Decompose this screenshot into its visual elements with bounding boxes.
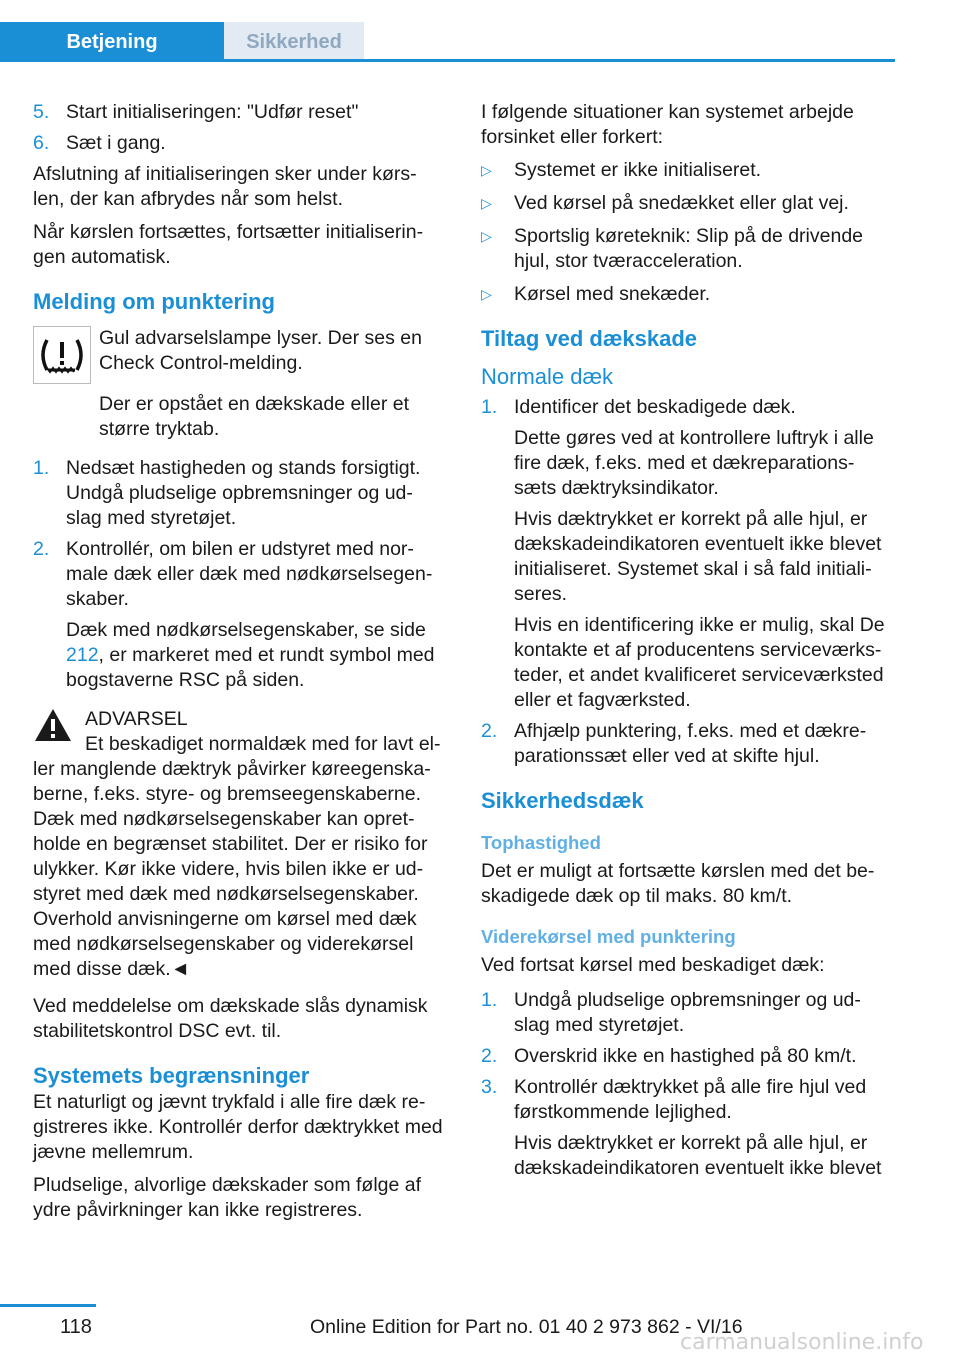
left-column — [33, 100, 443, 1231]
list-item — [33, 131, 443, 156]
step-number: 1. — [33, 457, 50, 479]
list-item — [481, 191, 895, 216]
step-number: 1. — [481, 396, 498, 418]
minor-heading: Viderekørsel med punktering — [481, 926, 736, 947]
subsection-heading: Sikkerhedsdæk — [481, 788, 644, 813]
step-note: Hvis en identificering ikke er mulig, skal De kontakte et af producentens serviceværks-teder, et andet kvalificeret serviceværksted eller et fagværksted. — [514, 614, 885, 711]
minor-heading: Tophastighed — [481, 832, 601, 853]
list-item — [481, 224, 895, 274]
paragraph: Afslutning af initialiseringen sker under kørs-len, der kan afbrydes når som helst. — [33, 163, 417, 210]
list-item — [481, 1044, 895, 1069]
warning-text: Et beskadiget normaldæk med for lavt el- — [85, 733, 441, 755]
tire-pressure-warning-icon — [33, 326, 99, 392]
step-note: Dette gøres ved at kontrollere luftryk i alle fire dæk, f.eks. med et dækreparations-sæts dæktryksindikator. — [514, 427, 874, 499]
bullet-text: Kørsel med snekæder. — [514, 283, 711, 305]
paragraph: Gul advarselslampe lyser. Der ses en Check Control-melding. — [99, 327, 422, 374]
note-text: Dæk med nødkørselsegenskaber, se side — [66, 619, 426, 641]
step-text: Afhjælp punktering, f.eks. med et dækre-parationssæt eller ved at skifte hjul. — [514, 720, 867, 767]
footer-divider — [0, 1304, 96, 1307]
paragraph: Når kørslen fortsættes, fortsætter initialiserin-gen automatisk. — [33, 221, 424, 268]
list-item — [481, 395, 895, 420]
section-heading: Melding om punktering — [33, 289, 275, 314]
list-item — [481, 719, 895, 769]
paragraph: Et naturligt og jævnt trykfald i alle fire dæk re-gistreres ikke. Kontrollér derfor dæktrykket med jævne mellemrum. — [33, 1091, 443, 1163]
step-number: 3. — [481, 1076, 498, 1098]
step-text: Start initialiseringen: "Udfør reset" — [66, 101, 359, 123]
paragraph: Ved meddelelse om dækskade slås dynamisk stabilitetskontrol DSC evt. til. — [33, 995, 428, 1042]
paragraph: Det er muligt at fortsætte kørslen med det be-skadigede dæk op til maks. 80 km/t. — [481, 860, 875, 907]
list-item — [33, 100, 443, 125]
page-link[interactable]: 212 — [66, 644, 99, 666]
list-item — [33, 456, 443, 531]
list-item — [33, 537, 443, 612]
step-number: 5. — [33, 101, 50, 123]
paragraph: Pludselige, alvorlige dækskader som følge af ydre påvirkninger kan ikke registreres. — [33, 1174, 422, 1221]
step-number: 2. — [481, 720, 498, 742]
step-text: Identificer det beskadigede dæk. — [514, 396, 796, 418]
tab-betjening[interactable] — [0, 22, 224, 62]
bullet-triangle-icon: ▷ — [481, 195, 492, 211]
paragraph: I følgende situationer kan systemet arbejde forsinket eller forkert: — [481, 101, 854, 148]
step-text: Kontrollér, om bilen er udstyret med nor-male dæk eller dæk med nødkørselsegen-skaber. — [66, 538, 433, 610]
paragraph: Ved fortsat kørsel med beskadiget dæk: — [481, 954, 825, 976]
section-heading: Tiltag ved dækskade — [481, 326, 698, 351]
warning-lamp-row — [33, 326, 443, 392]
paragraph: Der er opstået en dækskade eller et større tryktab. — [99, 393, 410, 440]
list-item — [481, 1075, 895, 1125]
step-text: Sæt i gang. — [66, 132, 166, 154]
tab-sikkerhed[interactable] — [224, 22, 364, 62]
bullet-text: Ved kørsel på snedækket eller glat vej. — [514, 192, 849, 214]
step-number: 6. — [33, 132, 50, 154]
top-navigation — [0, 0, 960, 62]
step-text: Kontrollér dæktrykket på alle fire hjul ved førstkommende lejlighed. — [514, 1076, 867, 1123]
warning-box — [33, 707, 443, 757]
bullet-triangle-icon: ▷ — [481, 162, 492, 178]
page-number: 118 — [60, 1316, 92, 1338]
step-number: 2. — [33, 538, 50, 560]
subsection-heading: Normale dæk — [481, 364, 614, 389]
warning-triangle-icon — [33, 707, 85, 757]
step-note: Hvis dæktrykket er korrekt på alle hjul, er dækskadeindikatoren eventuelt ikke blevet — [514, 1132, 882, 1179]
warning-text: ler manglende dæktryk påvirker køreegenska-berne, f.eks. styre- og bremseegenskaberne. Dæk med nødkørselsegenskaber kan opret-holde en begrænset stabilitet. Der er risiko for ulykker. Kør ikke videre, hvis bilen ikke er ud-styret med dæk med nødkørselsegenskaber. Overhold anvisningerne om kørsel med dæk med nødkørselsegenskaber og viderekørsel med disse dæk.◄ — [33, 758, 431, 980]
tab-sikkerhed-label: Sikkerhed — [246, 31, 342, 53]
edition-note: Online Edition for Part no. 01 40 2 973 862 - VI/16 — [310, 1316, 743, 1338]
step-text: Undgå pludselige opbremsninger og ud-slag med styretøjet. — [514, 989, 861, 1036]
note-text: , er markeret med et rundt symbol med bogstaverne RSC på siden. — [66, 644, 435, 691]
step-note — [66, 618, 443, 693]
step-note: Hvis dæktrykket er korrekt på alle hjul, er dækskadeindikatoren eventuelt ikke blevet initialiseret. Systemet skal i så fald initiali-seres. — [514, 508, 882, 605]
section-heading: Systemets begrænsninger — [33, 1063, 310, 1088]
step-number: 1. — [481, 989, 498, 1011]
list-item — [481, 158, 895, 183]
warning-title: ADVARSEL — [85, 708, 188, 730]
header-divider — [0, 59, 895, 62]
watermark: carmanualsonline.info — [680, 1330, 924, 1355]
bullet-text: Systemet er ikke initialiseret. — [514, 159, 762, 181]
step-text: Overskrid ikke en hastighed på 80 km/t. — [514, 1045, 857, 1067]
bullet-text: Sportslig køreteknik: Slip på de drivende hjul, stor tværacceleration. — [514, 225, 864, 272]
right-column — [481, 100, 895, 1187]
bullet-triangle-icon: ▷ — [481, 228, 492, 244]
step-number: 2. — [481, 1045, 498, 1067]
tab-betjening-label: Betjening — [66, 31, 158, 53]
list-item — [481, 282, 895, 307]
step-text: Nedsæt hastigheden og stands forsigtigt. Undgå pludselige opbremsninger og ud-slag med styretøjet. — [66, 457, 421, 529]
list-item — [481, 988, 895, 1038]
bullet-triangle-icon: ▷ — [481, 286, 492, 302]
